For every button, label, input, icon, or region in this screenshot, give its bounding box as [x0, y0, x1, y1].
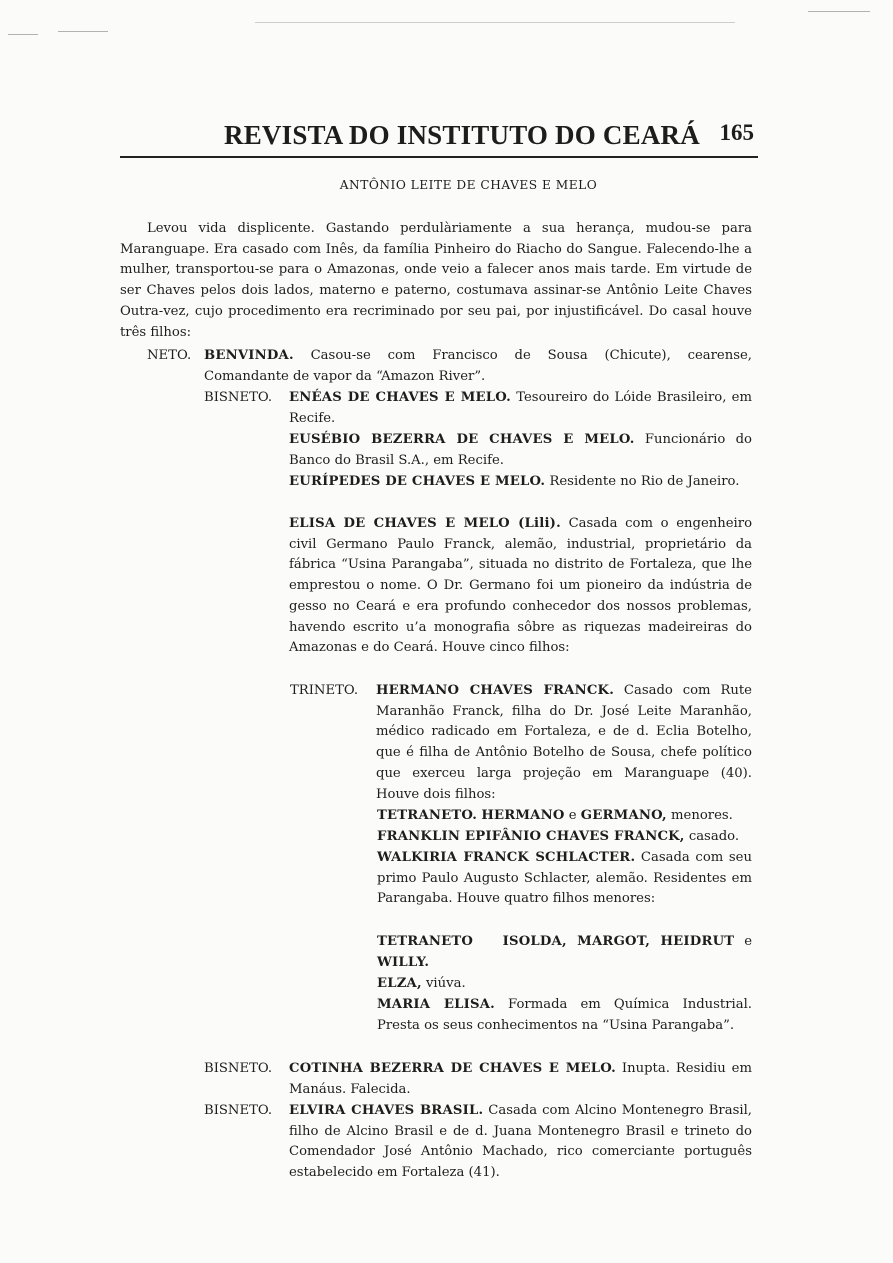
page-header [120, 116, 758, 158]
entry-text: Casada com seu primo Paulo Augusto Schlacter, alemão. Residentes em Parangaba. Houve quatro filhos menores: [377, 850, 752, 907]
person-name: ISOLDA, MARGOT, HEIDRUT [502, 934, 735, 949]
journal-title: REVISTA DO INSTITUTO DO CEARÁ [224, 120, 700, 150]
entry-elvira [204, 1101, 752, 1184]
person-name: BENVINDA. [204, 348, 294, 363]
generation-label: NETO. [147, 348, 192, 363]
person-name: WILLY. [377, 954, 430, 970]
person-name: FRANKLIN EPIFÂNIO CHAVES FRANCK, [377, 829, 685, 844]
entry-text: Formada em Química Industrial. Presta os seus conhecimentos na “Usina Parangaba”. [377, 997, 752, 1033]
generation-label: BISNETO. [204, 390, 273, 405]
entry-elza [377, 974, 752, 995]
entry-text: Casado com Rute Maranhão Franck, filha do Dr. José Leite Maranhão, médico radicado em Fortaleza, e de d. Eclia Botelho, que é filha de Antônio Botelho de Sousa, chefe político que exerceu larga projeção em Maranguape (40). Houve dois filhos: [376, 683, 752, 802]
scan-mark [808, 11, 870, 12]
page-number: 165 [719, 120, 754, 145]
entry-elisa [289, 514, 752, 659]
person-name: HERMANO CHAVES FRANCK. [376, 683, 614, 698]
conjunction: e [568, 808, 577, 823]
generation-label: TETRANETO. [377, 808, 478, 823]
scan-mark [58, 31, 108, 32]
person-name: ELZA, [377, 976, 422, 991]
entry-text: Casada com o engenheiro civil Germano Paulo Franck, alemão, industrial, proprietário da fábrica “Usina Parangaba”, situada no distrito de Fortaleza, que lhe emprestou o nome. O Dr. Germano foi um pioneiro da indústria de gesso no Ceará e era profundo conhecedor dos nossos problemas, havendo escrito u’a monografia sôbre as riquezas madeireiras do Amazonas e do Ceará. Houve cinco filhos: [289, 516, 753, 656]
entry-euripedes [289, 472, 752, 493]
person-name: ELVIRA CHAVES BRASIL. [289, 1103, 484, 1118]
entry-franklin [377, 827, 752, 848]
entry-maria-elisa [377, 995, 752, 1036]
entry-text: viúva. [425, 976, 466, 991]
conjunction: e [744, 934, 752, 949]
intro-paragraph [120, 219, 752, 343]
generation-label: TRINETO. [290, 683, 359, 698]
entry-text: Tesoureiro do Lóide Brasileiro, em Recife. [289, 390, 752, 426]
entry-text: Casada com Alcino Montenegro Brasil, filho de Alcino Brasil e de d. Juana Montenegro Brasil e trineto do Comendador José Antônio Machado, rico comerciante português estabelecido em Fortaleza (41). [289, 1103, 752, 1181]
section-heading: ANTÔNIO LEITE DE CHAVES E MELO [339, 178, 598, 192]
scan-mark [255, 22, 735, 23]
person-name: ENÉAS DE CHAVES E MELO. [289, 390, 511, 405]
entry-tetraneto-hermano-germano [377, 806, 752, 827]
person-name: WALKIRIA FRANCK SCHLACTER. [377, 850, 636, 865]
entry-hermano [290, 681, 752, 805]
entry-text: Casou-se com Francisco de Sousa (Chicute), cearense, Comandante de vapor da “Amazon River”. [204, 348, 752, 384]
generation-label: BISNETO. [204, 1061, 273, 1076]
person-name: MARIA ELISA. [377, 997, 495, 1012]
generation-label: BISNETO. [204, 1103, 273, 1118]
entry-text: Inupta. Residiu em Manáus. Falecida. [289, 1061, 752, 1097]
person-name: EUSÉBIO BEZERRA DE CHAVES E MELO. [289, 432, 635, 447]
person-name: HERMANO [481, 808, 565, 823]
person-name: GERMANO, [580, 808, 667, 823]
entry-eneas [204, 388, 752, 429]
entry-text: casado. [688, 829, 740, 844]
person-name: EURÍPEDES DE CHAVES E MELO. [289, 474, 546, 489]
entry-cotinha [204, 1059, 752, 1100]
entry-text: Residente no Rio de Janeiro. [549, 474, 740, 489]
entry-eusebio [289, 430, 752, 471]
intro-text: Levou vida displicente. Gastando perdulàriamente a sua herança, mudou-se para Maranguape. Era casado com Inês, da família Pinheiro do Riacho do Sangue. Falecendo-lhe a mulher, transportou-se para o Amazonas, onde veio a falecer anos mais tarde. Em virtude de ser Chaves pelos dois lados, materno e paterno, costumava assinar-se Antônio Leite Chaves Outra-vez, cujo procedimento era recriminado por seu pai, por injustificável. Do casal houve três filhos: [120, 221, 752, 340]
person-name: COTINHA BEZERRA DE CHAVES E MELO. [289, 1061, 616, 1076]
entry-benvinda [147, 346, 752, 387]
entry-tetraneto-isolda [377, 932, 752, 973]
generation-label: TETRANETO [377, 934, 474, 949]
person-name: ELISA DE CHAVES E MELO (Lili). [289, 516, 561, 531]
entry-text: Funcionário do Banco do Brasil S.A., em Recife. [289, 432, 752, 468]
scan-mark [8, 34, 38, 35]
entry-text: menores. [671, 808, 733, 823]
entry-walkiria [377, 848, 752, 910]
